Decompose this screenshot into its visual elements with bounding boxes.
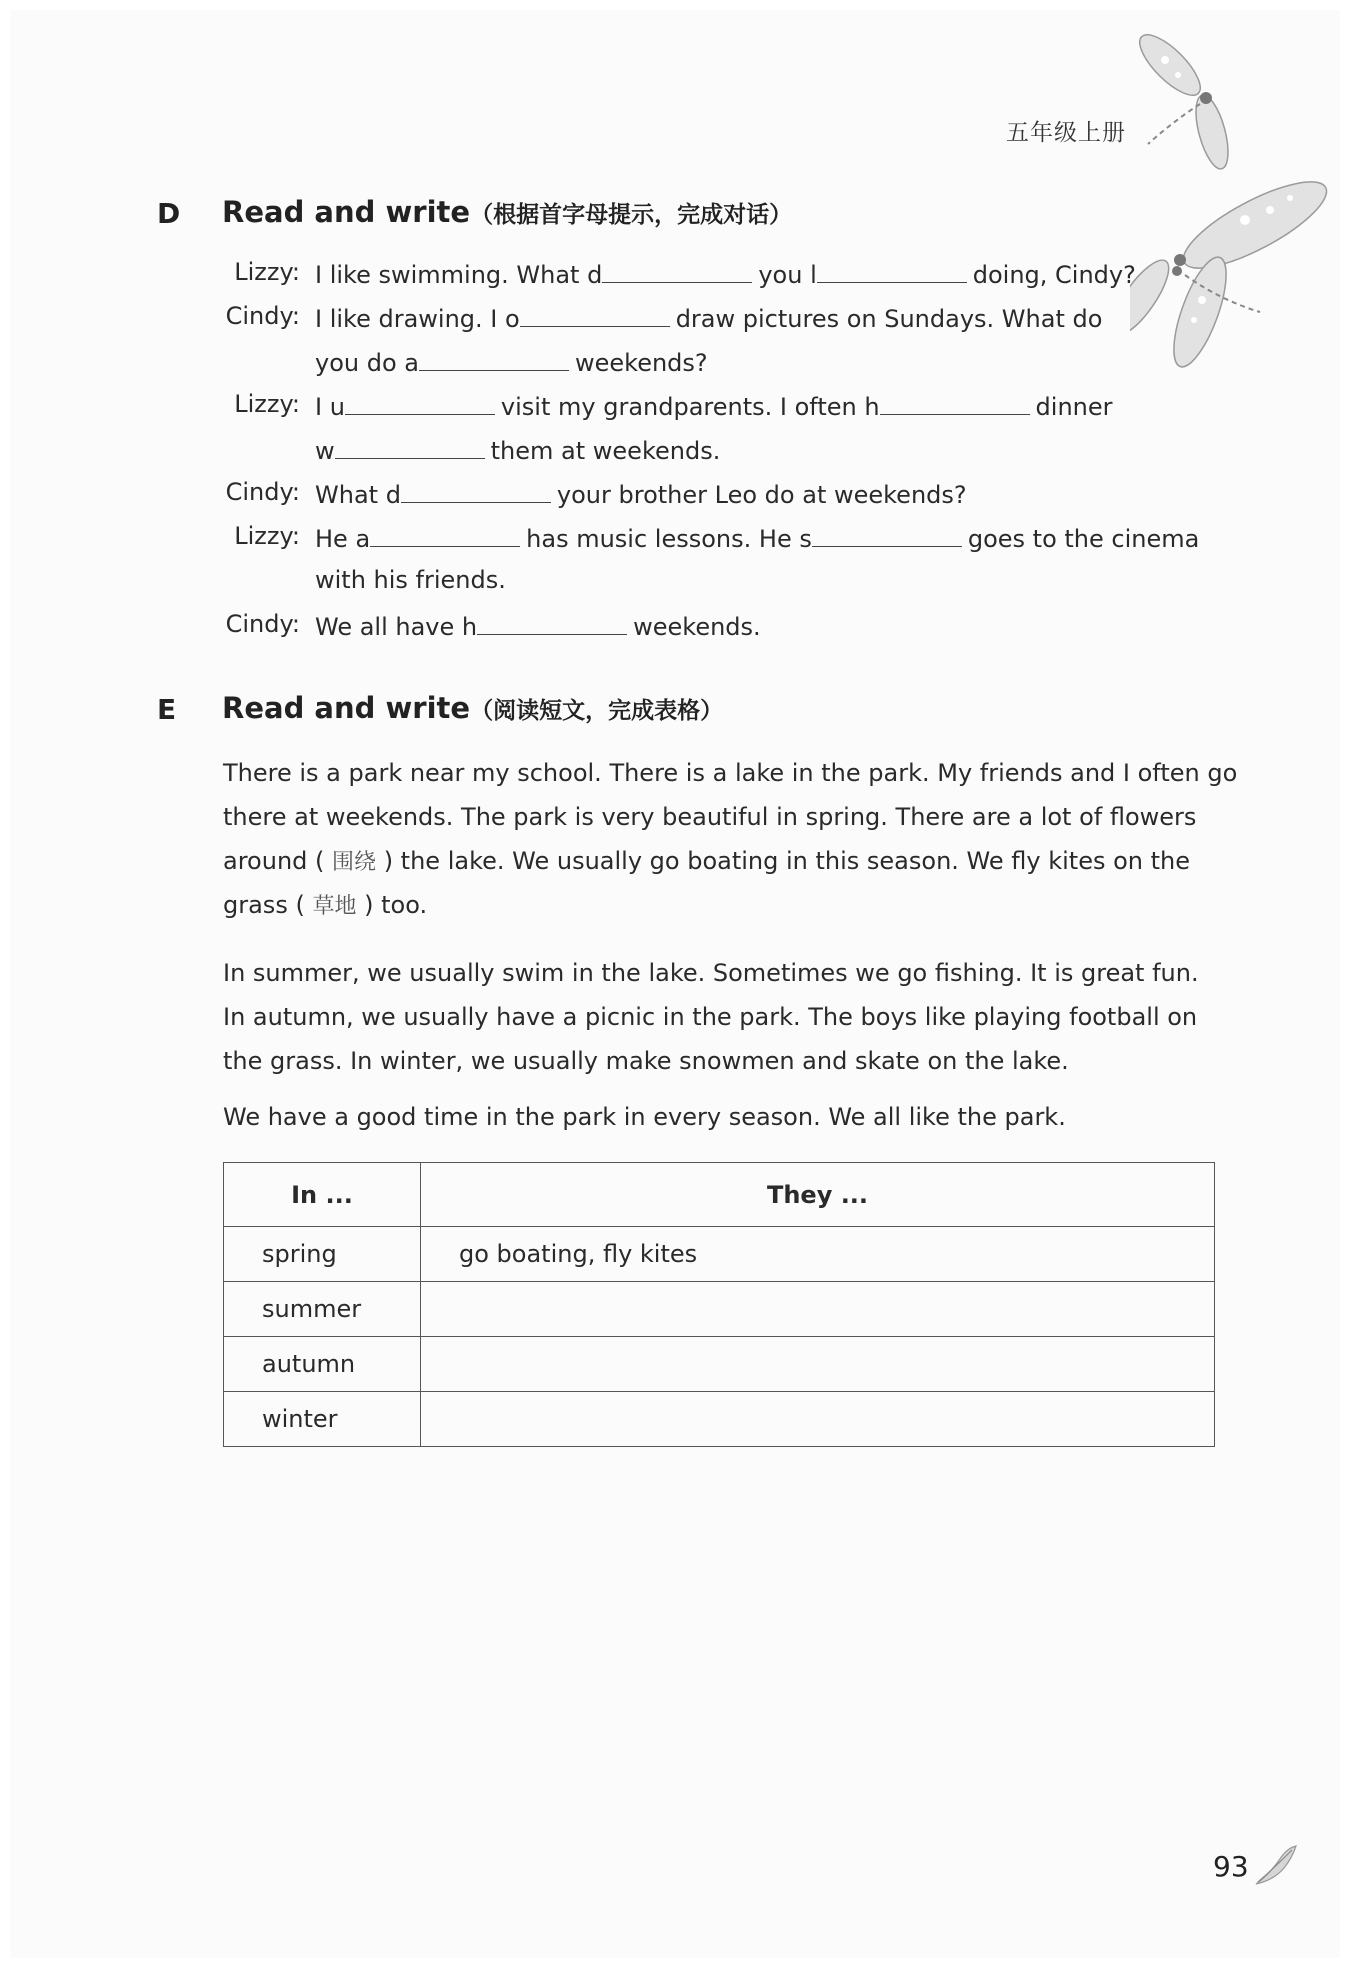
dialogue-line	[10, 610, 1340, 654]
text-segment: grass (	[223, 891, 305, 919]
page-number: 93	[1213, 1850, 1249, 1883]
answer-blank[interactable]	[520, 302, 670, 327]
text-segment: you do a	[315, 349, 419, 377]
speaker-label: Lizzy:	[234, 522, 300, 550]
activity-cell[interactable]	[421, 1282, 1215, 1337]
text-segment: around (	[223, 847, 325, 875]
speech-text	[315, 390, 1113, 421]
speech-text	[315, 346, 708, 377]
section-e-title	[222, 691, 723, 725]
speech-text	[315, 434, 720, 465]
text-segment: I like drawing. I o	[315, 305, 520, 333]
speech-text	[315, 566, 506, 594]
dialogue-line	[10, 390, 1340, 434]
season-cell: autumn	[224, 1337, 421, 1392]
text-segment: weekends?	[574, 349, 708, 377]
answer-blank[interactable]	[477, 610, 627, 635]
speech-text	[315, 258, 1136, 289]
passage-line: the grass. In winter, we usually make snowmen and skate on the lake.	[223, 1047, 1069, 1075]
grade-label: 五年级上册	[1006, 120, 1126, 146]
workbook-page	[10, 10, 1340, 1958]
text-segment: draw pictures on Sundays. What do	[675, 305, 1103, 333]
dialogue-line	[10, 434, 1340, 478]
speaker-label: Cindy:	[225, 478, 300, 506]
column-header-activity: They ...	[421, 1163, 1215, 1227]
answer-blank[interactable]	[880, 390, 1030, 415]
text-segment: has music lessons. He s	[526, 525, 812, 553]
speaker-label: Cindy:	[225, 302, 300, 330]
text-segment: them at weekends.	[490, 437, 721, 465]
section-e-title-text: Read and write	[222, 691, 471, 725]
table-row	[224, 1392, 1215, 1447]
season-cell: spring	[224, 1227, 421, 1282]
season-cell: winter	[224, 1392, 421, 1447]
text-segment: dinner	[1035, 393, 1113, 421]
text-segment: What d	[315, 481, 401, 509]
dialogue-line	[10, 566, 1340, 610]
speaker-label: Cindy:	[225, 610, 300, 638]
speaker-label: Lizzy:	[234, 390, 300, 418]
answer-blank[interactable]	[370, 522, 520, 547]
chinese-gloss: 草地	[312, 894, 357, 919]
leaf-icon	[1252, 1844, 1300, 1888]
text-segment: weekends.	[633, 613, 761, 641]
text-segment: I u	[315, 393, 345, 421]
answer-blank[interactable]	[812, 522, 962, 547]
section-d-title	[222, 195, 792, 229]
text-segment: We all have h	[315, 613, 478, 641]
table-header-row	[224, 1163, 1215, 1227]
passage-line: there at weekends. The park is very beautiful in spring. There are a lot of flowers	[223, 803, 1197, 831]
section-d-letter: D	[157, 197, 181, 230]
answer-blank[interactable]	[602, 258, 752, 283]
season-activity-table	[223, 1162, 1215, 1447]
section-d-title-text: Read and write	[222, 195, 471, 229]
speech-text	[315, 610, 761, 641]
activity-cell[interactable]	[421, 1337, 1215, 1392]
text-segment: I like swimming. What d	[315, 261, 603, 289]
passage-line: In summer, we usually swim in the lake. Sometimes we go fishing. It is great fun.	[223, 959, 1199, 987]
text-segment: you l	[758, 261, 817, 289]
text-segment: w	[315, 437, 335, 465]
section-e-subtitle: （阅读短文，完成表格）	[470, 698, 724, 724]
speech-text	[315, 522, 1199, 553]
dialogue-line	[10, 302, 1340, 346]
speech-text	[315, 478, 967, 509]
text-segment: ) too.	[364, 891, 428, 919]
passage-line: We have a good time in the park in every season. We all like the park.	[223, 1103, 1066, 1131]
passage-line	[223, 839, 1223, 883]
passage-line: There is a park near my school. There is a lake in the park. My friends and I often go	[223, 759, 1238, 787]
passage-line	[223, 883, 1223, 927]
answer-blank[interactable]	[401, 478, 551, 503]
passage-paragraph-1	[223, 751, 1238, 927]
activity-cell: go boating, fly kites	[421, 1227, 1215, 1282]
table-row	[224, 1282, 1215, 1337]
text-segment: He a	[315, 525, 371, 553]
text-segment: with his friends.	[315, 566, 506, 594]
answer-blank[interactable]	[345, 390, 495, 415]
dialogue-line	[10, 478, 1340, 522]
table-row	[224, 1227, 1215, 1282]
dialogue-line	[10, 258, 1340, 302]
passage-line: In autumn, we usually have a picnic in the park. The boys like playing football on	[223, 1003, 1198, 1031]
answer-blank[interactable]	[335, 434, 485, 459]
answer-blank[interactable]	[817, 258, 967, 283]
text-segment: your brother Leo do at weekends?	[556, 481, 967, 509]
activity-cell[interactable]	[421, 1392, 1215, 1447]
speaker-label: Lizzy:	[234, 258, 300, 286]
section-d-subtitle: （根据首字母提示，完成对话）	[470, 202, 793, 228]
table-row	[224, 1337, 1215, 1392]
text-segment: ) the lake. We usually go boating in this season. We fly kites on the	[383, 847, 1190, 875]
dialogue-line	[10, 346, 1340, 390]
speech-text	[315, 302, 1102, 333]
dialogue-line	[10, 522, 1340, 566]
section-e-letter: E	[157, 693, 177, 726]
chinese-gloss: 围绕	[332, 850, 377, 875]
passage-paragraph-3	[223, 1095, 1223, 1139]
text-segment: goes to the cinema	[967, 525, 1200, 553]
column-header-season: In ...	[224, 1163, 421, 1227]
season-cell: summer	[224, 1282, 421, 1337]
text-segment: doing, Cindy?	[972, 261, 1136, 289]
text-segment: visit my grandparents. I often h	[500, 393, 880, 421]
passage-paragraph-2	[223, 951, 1223, 1083]
answer-blank[interactable]	[419, 346, 569, 371]
